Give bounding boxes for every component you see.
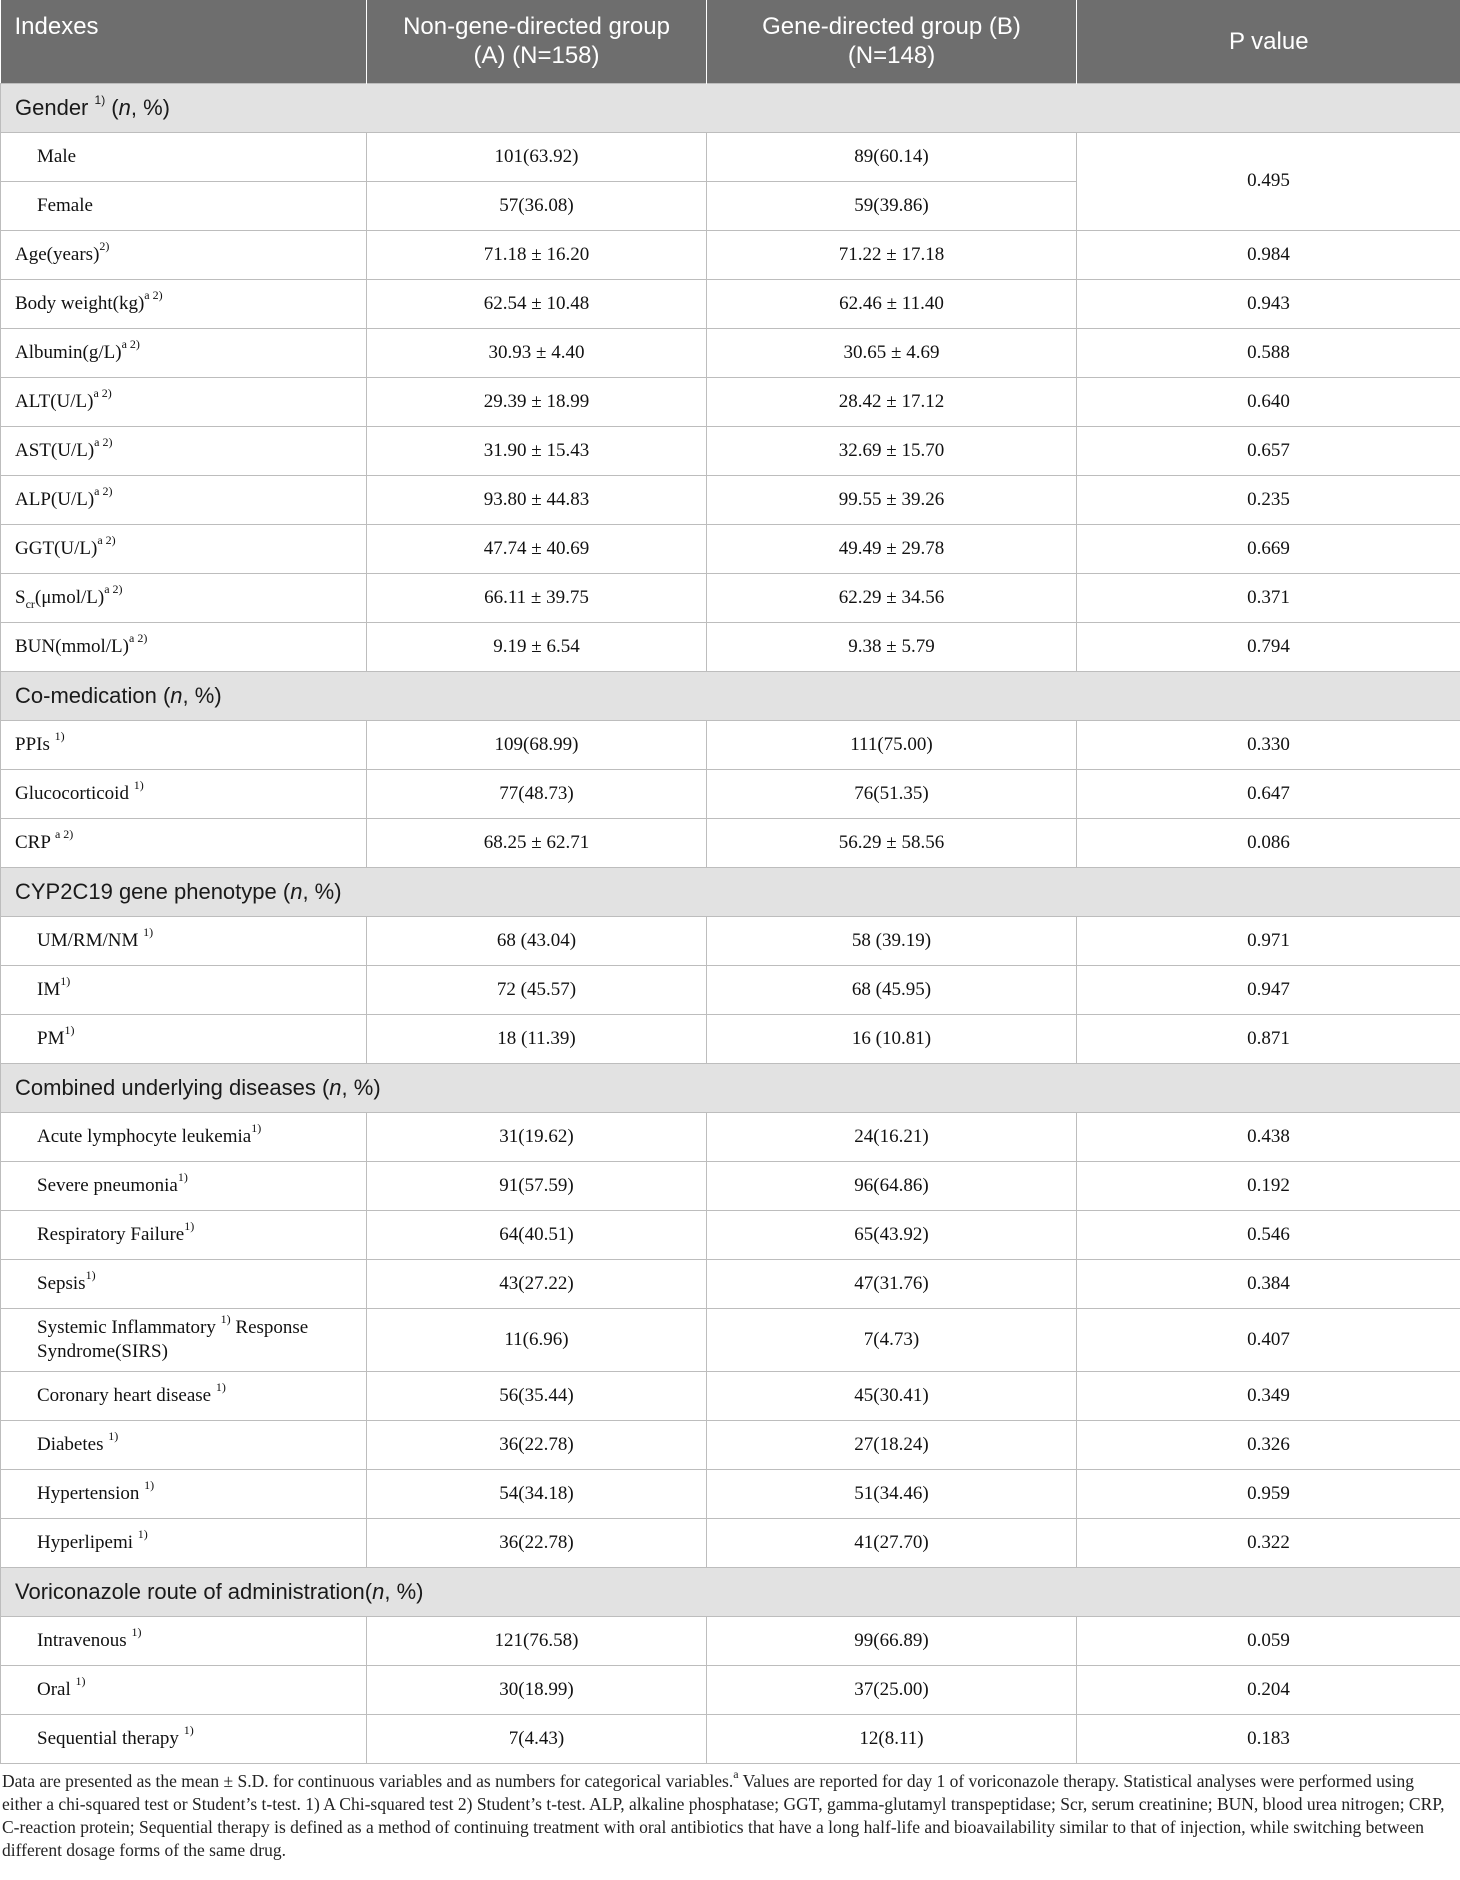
header-group-a: Non-gene-directed group (A) (N=158) xyxy=(367,0,707,83)
table-row: $Albumin(g/L)^{a 2)}$ 30.93 ± 4.40 30.65 ± 4.69 0.588 xyxy=(1,328,1460,377)
table-row: $ALT(U/L)^{a 2)}$ 29.39 ± 18.99 28.42 ± 17.12 0.640 xyxy=(1,377,1460,426)
table-row: PM$^{1)}$ 18 (11.39) 16 (10.81) 0.871 xyxy=(1,1014,1460,1063)
table-row: Diabetes $^{1)}$ 36(22.78) 27(18.24) 0.326 xyxy=(1,1420,1460,1469)
table-header xyxy=(1,0,1460,83)
table-row: Hypertension $^{1)}$ 54(34.18) 51(34.46) 0.959 xyxy=(1,1469,1460,1518)
table-row: Female 57(36.08) 59(39.86) xyxy=(1,181,1460,230)
table-row: UM/RM/NM $^{1)}$ 68 (43.04) 58 (39.19) 0.971 xyxy=(1,916,1460,965)
table-row: Sepsis$^{1)}$ 43(27.22) 47(31.76) 0.384 xyxy=(1,1259,1460,1308)
section-route: Voriconazole route of administration(n, %) xyxy=(1,1567,1460,1616)
header-group-b: Gene-directed group (B) (N=148) xyxy=(707,0,1077,83)
table-row: Systemic Inflammatory $^{1)}$ Response Syndrome(SIRS) 11(6.96) 7(4.73) 0.407 xyxy=(1,1308,1460,1371)
table-row: IM$^{1)}$ 72 (45.57) 68 (45.95) 0.947 xyxy=(1,965,1460,1014)
table-row: $AST(U/L)^{a 2)}$ 31.90 ± 15.43 32.69 ± 15.70 0.657 xyxy=(1,426,1460,475)
table-row: Severe pneumonia$^{1)}$ 91(57.59) 96(64.86) 0.192 xyxy=(1,1161,1460,1210)
table-row: Acute lymphocyte leukemia$^{1)}$ 31(19.62) 24(16.21) 0.438 xyxy=(1,1112,1460,1161)
table-row: Sequential therapy $^{1)}$ 7(4.43) 12(8.11) 0.183 xyxy=(1,1714,1460,1763)
table-row: $ALP(U/L)^{a 2)}$ 93.80 ± 44.83 99.55 ± 39.26 0.235 xyxy=(1,475,1460,524)
table-row: $GGT(U/L)^{a 2)}$ 47.74 ± 40.69 49.49 ± 29.78 0.669 xyxy=(1,524,1460,573)
section-gender: Gender $^{1)}$ (n, %) xyxy=(1,83,1460,132)
table-row: Male 101(63.92) 89(60.14) 0.495 xyxy=(1,132,1460,181)
table-row: Age(years)$^{2)}$ 71.18 ± 16.20 71.22 ± 17.18 0.984 xyxy=(1,230,1460,279)
table-row: Oral $^{1)}$ 30(18.99) 37(25.00) 0.204 xyxy=(1,1665,1460,1714)
section-underlying-diseases: Combined underlying diseases (n, %) xyxy=(1,1063,1460,1112)
table-row: Body weight(kg)$^{a 2)}$ 62.54 ± 10.48 62.46 ± 11.40 0.943 xyxy=(1,279,1460,328)
table-row: $S_{cr}(\mu mol/L)^{a 2)}$ 66.11 ± 39.75 62.29 ± 34.56 0.371 xyxy=(1,573,1460,622)
table-row: Intravenous $^{1)}$ 121(76.58) 99(66.89) 0.059 xyxy=(1,1616,1460,1665)
table-row: Respiratory Failure$^{1)}$ 64(40.51) 65(43.92) 0.546 xyxy=(1,1210,1460,1259)
table-row: PPIs $^{1)}$ 109(68.99) 111(75.00) 0.330 xyxy=(1,720,1460,769)
header-p-value: P value xyxy=(1077,0,1460,83)
table-footnote: Data are presented as the mean ± S.D. for continuous variables and as numbers for categorical variables.$^a$ Values are reported for day 1 of voriconazole therapy. Statistical analyses were performed using either a chi-squared test or Student’s t-test. 1) A Chi-squared test 2) Student’s t-test. ALP, alkaline phosphatase; GGT, gamma-glutamyl transpeptidase; Scr, serum creatinine; BUN, blood urea nitrogen; CRP, C-reaction protein; Sequential therapy is defined as a method of continuing treatment with oral antibiotics that have a long half-life and bioavailability similar to that of injection, while switching between different dosage forms of the same drug. xyxy=(2,1766,1445,1860)
table-row: Coronary heart disease $^{1)}$ 56(35.44) 45(30.41) 0.349 xyxy=(1,1371,1460,1420)
table-row: Hyperlipemi $^{1)}$ 36(22.78) 41(27.70) 0.322 xyxy=(1,1518,1460,1567)
header-indexes: Indexes xyxy=(1,0,367,83)
section-cyp2c19: CYP2C19 gene phenotype (n, %) xyxy=(1,867,1460,916)
table-row: BUN(mmol/L)$^{a 2)}$ 9.19 ± 6.54 9.38 ± 5.79 0.794 xyxy=(1,622,1460,671)
table-row: CRP $^{a 2)}$ 68.25 ± 62.71 56.29 ± 58.56 0.086 xyxy=(1,818,1460,867)
table-row: Glucocorticoid $^{1)}$ 77(48.73) 76(51.35) 0.647 xyxy=(1,769,1460,818)
gender-p-value: 0.495 xyxy=(1077,132,1460,230)
section-co-medication: Co-medication (n, %) xyxy=(1,671,1460,720)
